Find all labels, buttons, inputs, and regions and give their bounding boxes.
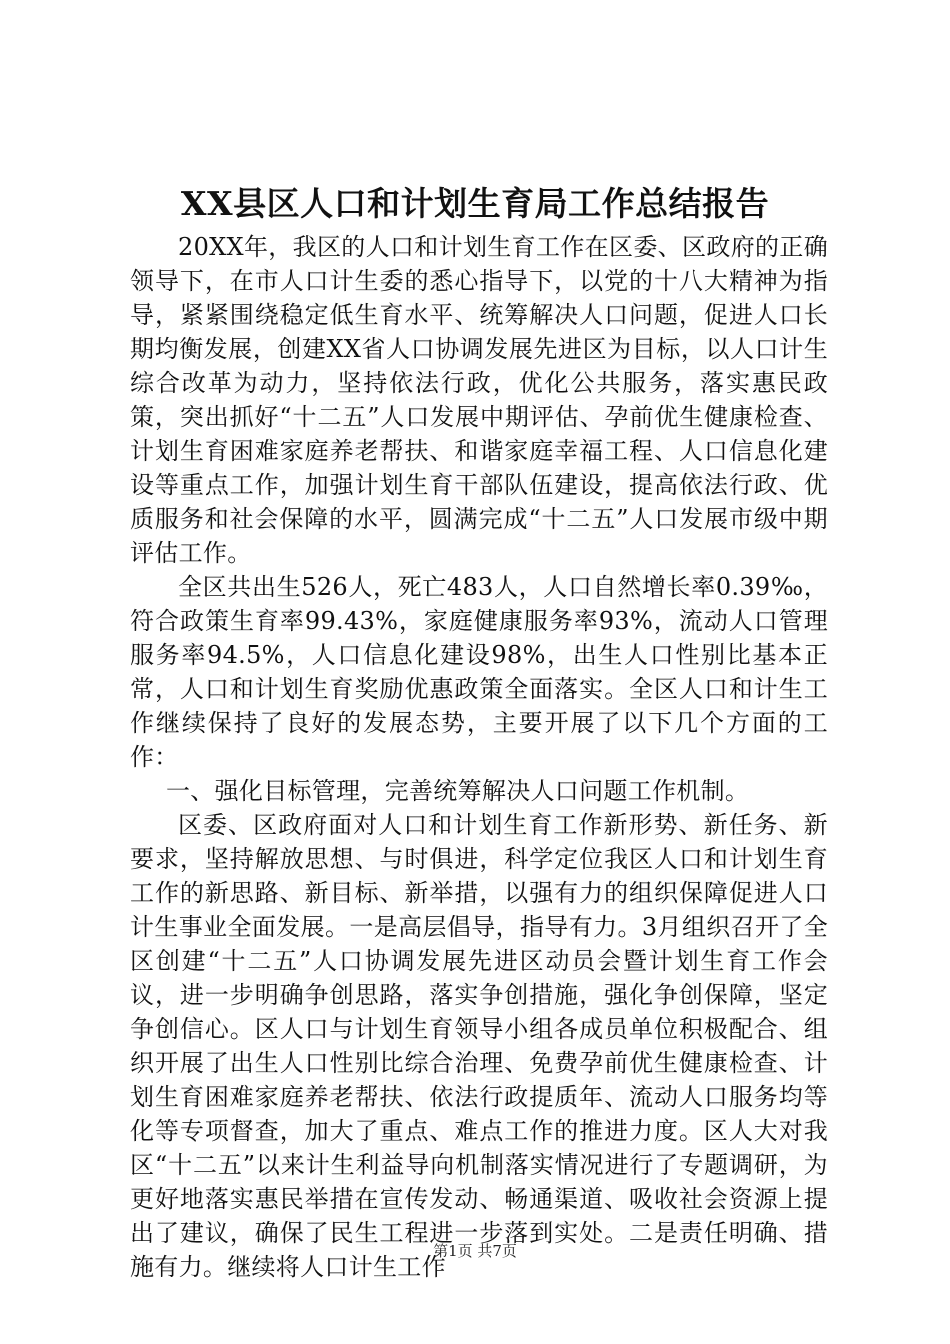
section-heading-1: 一、强化目标管理，完善统筹解决人口问题工作机制。 [166,777,750,805]
document-body [130,230,828,1284]
paragraph-section-1: 区委、区政府面对人口和计划生育工作新形势、新任务、新要求，坚持解放思想、与时俱进，科学定位我区人口和计划生育工作的新思路、新目标、新举措，以强有力的组织保障促进人口计生事业全面发展。一是高层倡导，指导有力。3月组织召开了全区创建“十二五”人口协调发展先进区动员会暨计划生育工作会议，进一步明确争创思路，落实争创措施，强化争创保障，坚定争创信心。区人口与计划生育领导小组各成员单位积极配合、组织开展了出生人口性别比综合治理、免费孕前优生健康检查、计划生育困难家庭养老帮扶、依法行政提质年、流动人口服务均等化等专项督查，加大了重点、难点工作的推进力度。区人大对我区“十二五”以来计生利益导向机制落实情况进行了专题调研，为更好地落实惠民举措在宣传发动、畅通渠道、吸收社会资源上提出了建议，确保了民生工程进一步落到实处。二是责任明确、措施有力。继续将人口计生工作 [130,811,828,1281]
page-footer: 第1页 共7页 [433,1242,517,1260]
paragraph-intro: 20XX年，我区的人口和计划生育工作在区委、区政府的正确领导下，在市人口计生委的悉心指导下，以党的十八大精神为指导，紧紧围绕稳定低生育水平、统筹解决人口问题，促进人口长期均衡发展，创建XX省人口协调发展先进区为目标，以人口计生综合改革为动力，坚持依法行政，优化公共服务，落实惠民政策，突出抓好“十二五”人口发展中期评估、孕前优生健康检查、计划生育困难家庭养老帮扶、和谐家庭幸福工程、人口信息化建设等重点工作，加强计划生育干部队伍建设，提高依法行政、优质服务和社会保障的水平，圆满完成“十二五”人口发展市级中期评估工作。 [130,233,828,567]
document-title: XX县区人口和计划生育局工作总结报告 [180,184,770,223]
paragraph-statistics: 全区共出生526人，死亡483人，人口自然增长率0.39‰，符合政策生育率99.43%，家庭健康服务率93%，流动人口管理服务率94.5%，人口信息化建设98%，出生人口性别比基本正常，人口和计划生育奖励优惠政策全面落实。全区人口和计生工作继续保持了良好的发展态势，主要开展了以下几个方面的工作： [130,573,828,771]
